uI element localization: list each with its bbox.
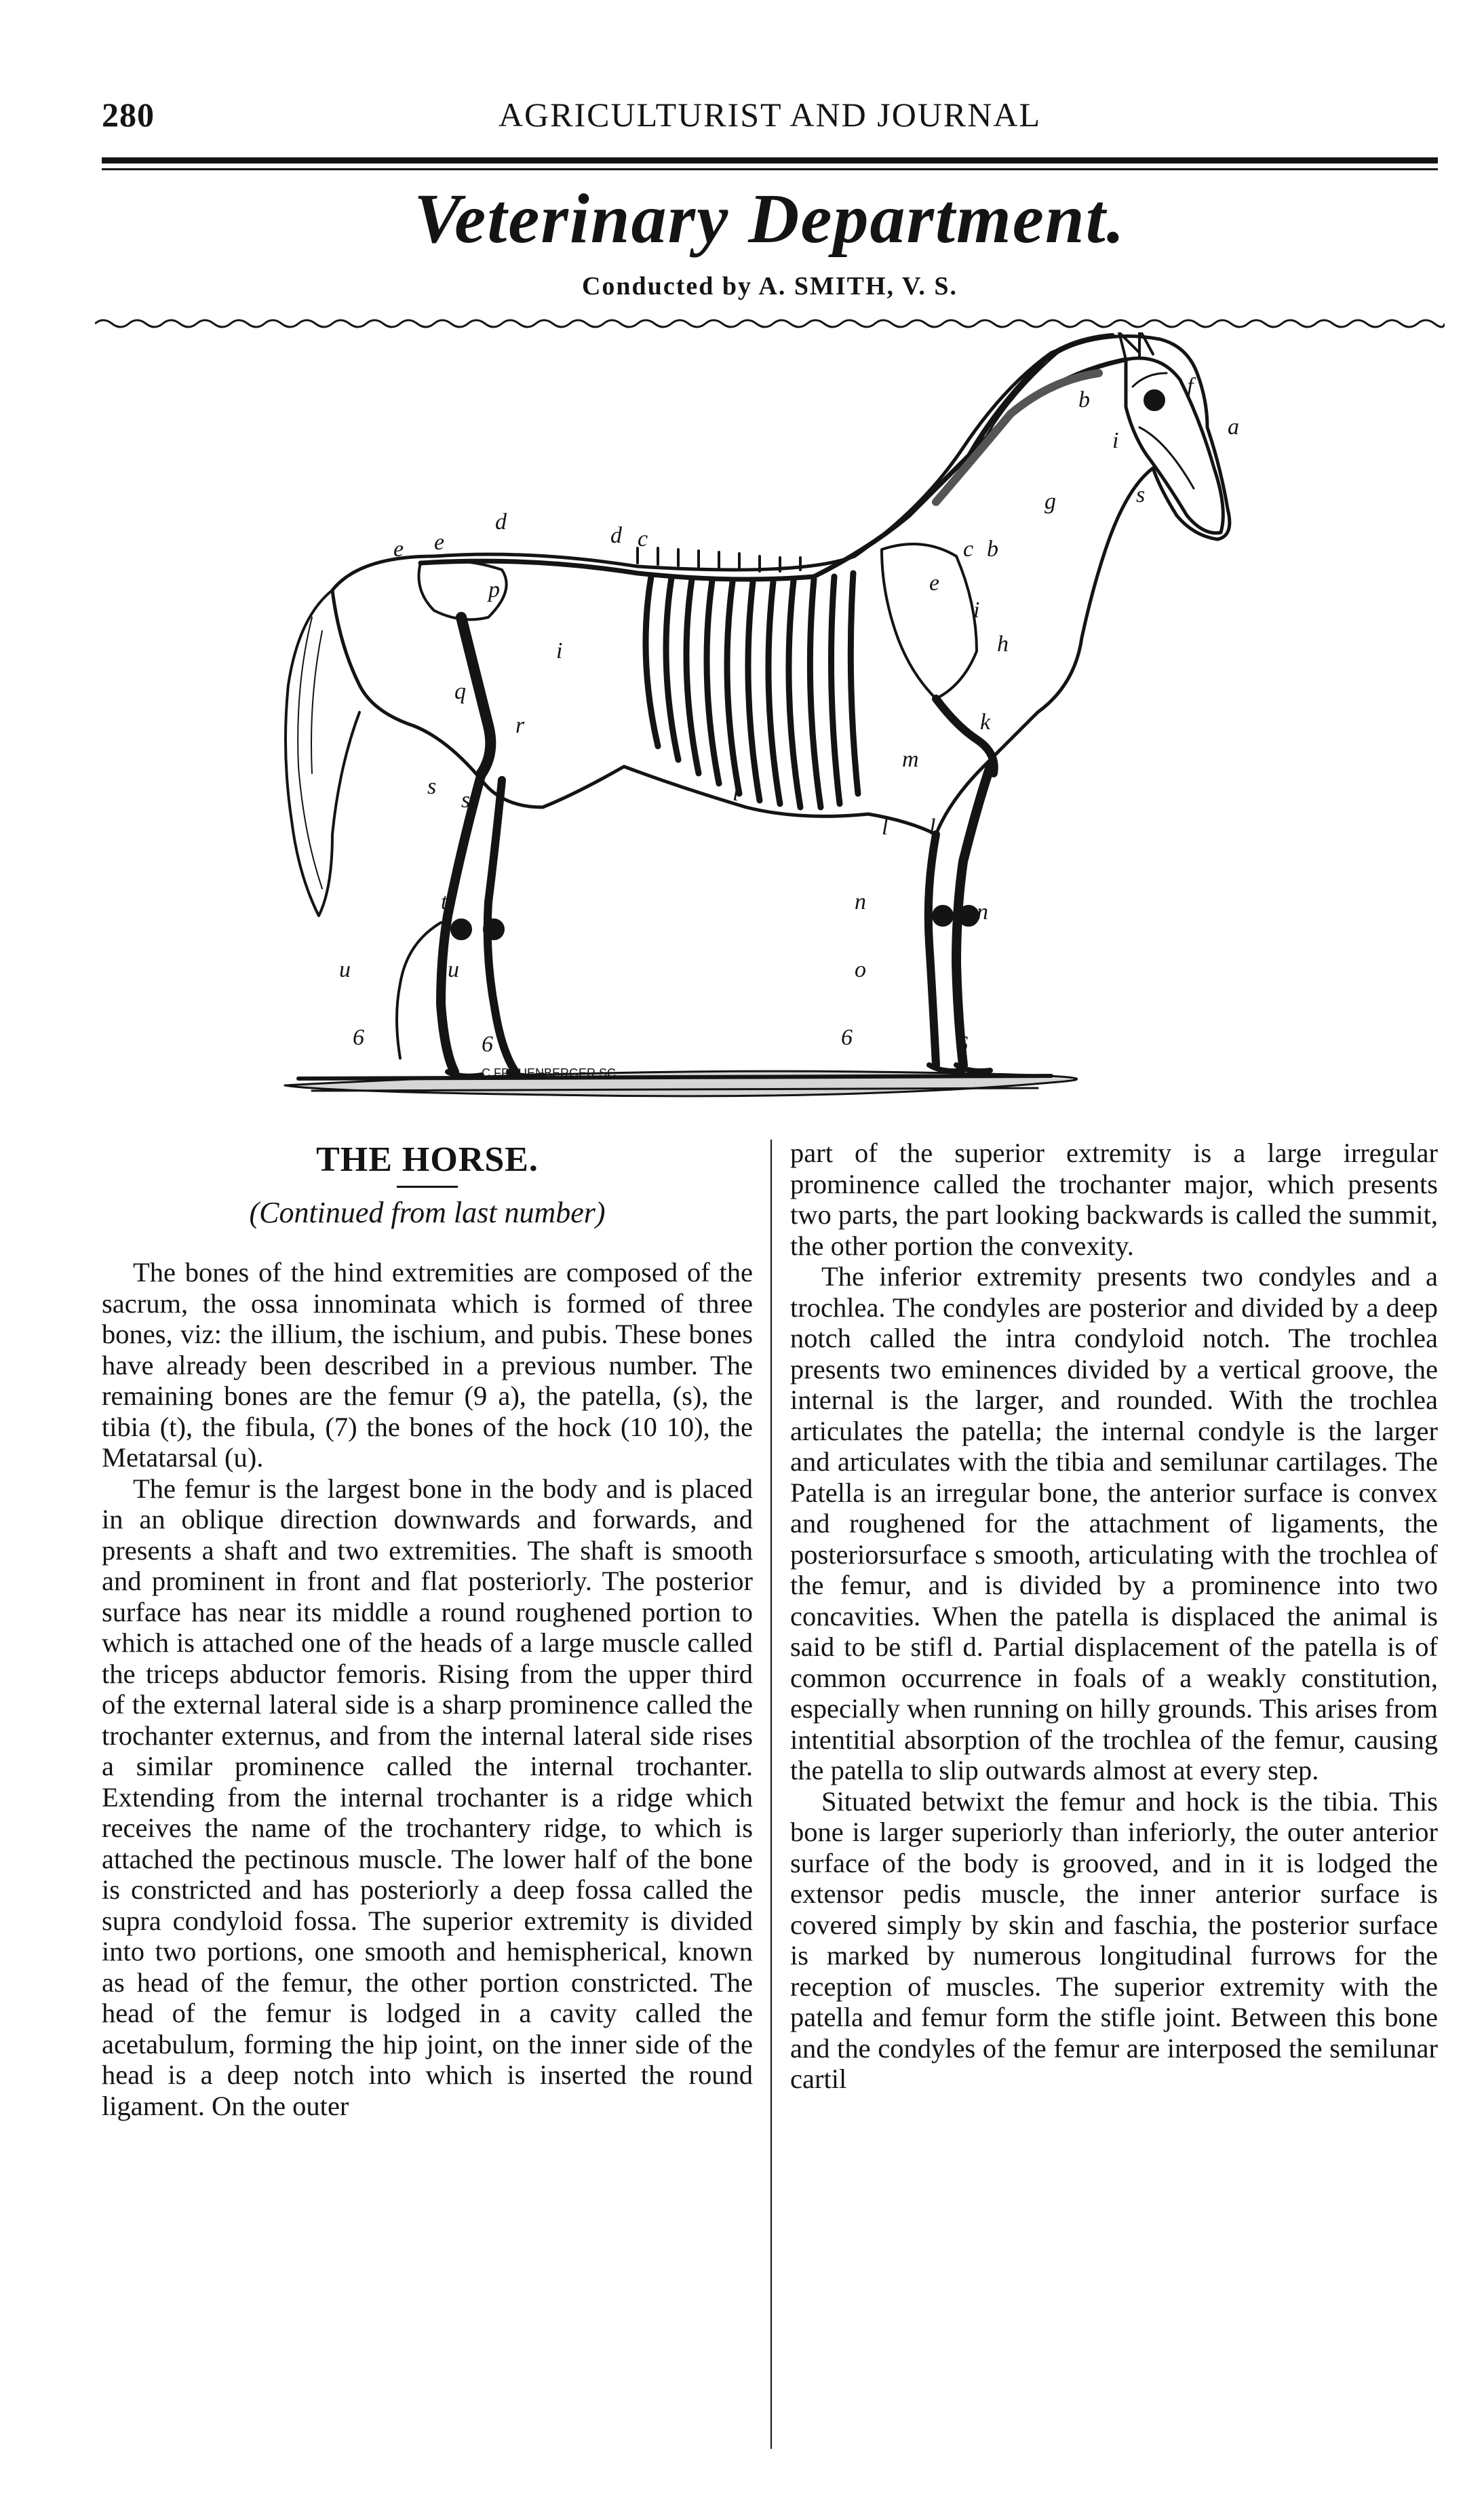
label-s-head: s (1136, 482, 1146, 507)
label-l-fore-right: l (929, 815, 936, 840)
label-l-fore-left: l (882, 815, 889, 840)
title-rule (397, 1186, 458, 1188)
column-divider (770, 1140, 772, 2449)
article-left-column (102, 1140, 753, 2121)
running-head (102, 95, 1438, 142)
label-i-head: i (1112, 428, 1119, 453)
label-s: s (427, 774, 437, 799)
department-title: Veterinary Department. (414, 180, 1126, 258)
label-l-body: l (733, 781, 739, 806)
label-n-left: n (855, 889, 866, 914)
rib-cage (646, 573, 858, 807)
label-6-fore-left: 6 (841, 1025, 853, 1050)
label-o: o (855, 957, 866, 982)
article-subtitle: (Continued from last number) (249, 1196, 606, 1229)
paragraph: The bones of the hind extremities are composed of the sacrum, the ossa innominata which is formed of three bones, viz: the illium, the ischium, and pubis. These bones have already been described in a previous number. The remaining bones are the femur (9 a), the patella, (s), the tibia (t), the fibula, (7) the bones of the hock (10 10), the Metatarsal (u). (102, 1257, 753, 1473)
label-m: m (902, 747, 919, 772)
label-p: p (488, 577, 500, 602)
journal-title: AGRICULTURIST AND JOURNAL (498, 96, 1042, 134)
label-6-fore-right: 6 (956, 1032, 968, 1057)
paragraph: The femur is the largest bone in the body and is placed in an oblique direction downwards and forwards, and presents a shaft and two extremities. The shaft is smooth and prominent in front and flat posteriorly. The posterior surface has near its middle a round roughened portion to which is attached one of the heads of a large muscle called the triceps abductor femoris. Rising from the upper third of the external lateral side is a sharp prominence called the trochanter externus, and from the internal lateral side rises a similar prominence called the internal trochanter. Extending from the internal trochanter is a ridge which receives the name of the trochantery ridge, to which is attached the pectinous muscle. The lower half of the bone is constricted and has posteriorly a deep fossa called the supra condyloid fossa. The superior extremity is divided into two portions, one smooth and hemispherical, known as head of the femur, the other portion constricted. The head of the femur is lodged in a cavity called the acetabulum, forming the hip joint, on the inner side of the head is a deep notch into which is inserted the round ligament. On the outer (102, 1473, 753, 2121)
label-s2: s (461, 788, 471, 813)
article-right-column (790, 1138, 1438, 2095)
label-b-head: b (1078, 387, 1090, 412)
label-q: q (454, 679, 466, 704)
label-a-head: a (1228, 414, 1239, 440)
horse-skeleton-illustration (258, 332, 1451, 1119)
label-c: c (638, 526, 648, 551)
label-c-neck: c (963, 537, 974, 562)
label-f: f (1187, 374, 1194, 399)
label-k: k (980, 710, 991, 735)
wavy-rule (95, 313, 1445, 334)
paragraph: Situated betwixt the femur and hock is the tibia. This bone is larger superiorly than inferiorly, the outer anterior surface of the body is grooved, and in it is lodged the extensor pedis muscle, the inner anterior surface is covered simply by skin and faschia, the posterior surface is marked by numerous longitudinal furrows for the reception of muscles. The superior extremity with the patella and femur form the stifle joint. Between this bone and the condyles of the femur are interposed the semilunar cartil (790, 1785, 1438, 2094)
label-g: g (1044, 489, 1056, 514)
scapula (882, 544, 980, 699)
body-outline (332, 336, 1230, 835)
label-e: e (393, 537, 404, 562)
page-number: 280 (102, 96, 155, 134)
label-e2: e (434, 530, 445, 555)
engraver-credit: C.FRAUENBERGER SC. (482, 1066, 620, 1080)
label-d-left: d (495, 509, 507, 535)
article-title: THE HORSE. (316, 1140, 539, 1179)
header-rule-thin (102, 168, 1438, 170)
label-i-left: i (556, 638, 563, 663)
label-e-shoulder: e (929, 570, 940, 596)
header-rule-thick (102, 157, 1438, 163)
label-i-shoulder: i (973, 598, 980, 623)
label-t: t (441, 889, 448, 914)
label-6-hind-left: 6 (353, 1025, 364, 1050)
label-b-neck: b (987, 537, 998, 562)
label-r: r (515, 713, 525, 738)
label-u-right: u (448, 957, 459, 982)
label-n-right: n (977, 899, 988, 925)
paragraph: The inferior extremity presents two condyles and a trochlea. The condyles are posterior and divided by a deep notch called the intra condyloid notch. The trochlea presents two eminences divided by a vertical groove, the internal is the larger, and rounded. With the trochlea articulates the patella; the internal condyle is the larger and articulates with the tibia and semilunar cartilages. The Patella is an irregular bone, the anterior surface is convex and roughened for the attachment of ligaments, the posteriorsurface s smooth, articulating with the trochlea of the femur, and is divided by a prominence into two concavities. When the patella is displaced the animal is said to be stifl d. Partial displacement of the patella is of common occurrence in foals of a weakly constitution, especially when running on hilly grounds. This arises from intentitial absorption of the trochlea of the femur, causing the patella to slip outwards almost at every step. (790, 1261, 1438, 1785)
paragraph: part of the superior extremity is a large irregular prominence called the trochanter major, which presents two parts, the part looking backwards is called the summit, the other portion the convexity. (790, 1138, 1438, 1261)
label-h: h (997, 632, 1009, 657)
label-d-right: d (610, 523, 622, 548)
spine (421, 360, 1126, 579)
label-6-hind-right: 6 (482, 1032, 493, 1057)
label-u-left: u (339, 957, 351, 982)
conducted-by: Conducted by A. SMITH, V. S. (581, 272, 958, 301)
